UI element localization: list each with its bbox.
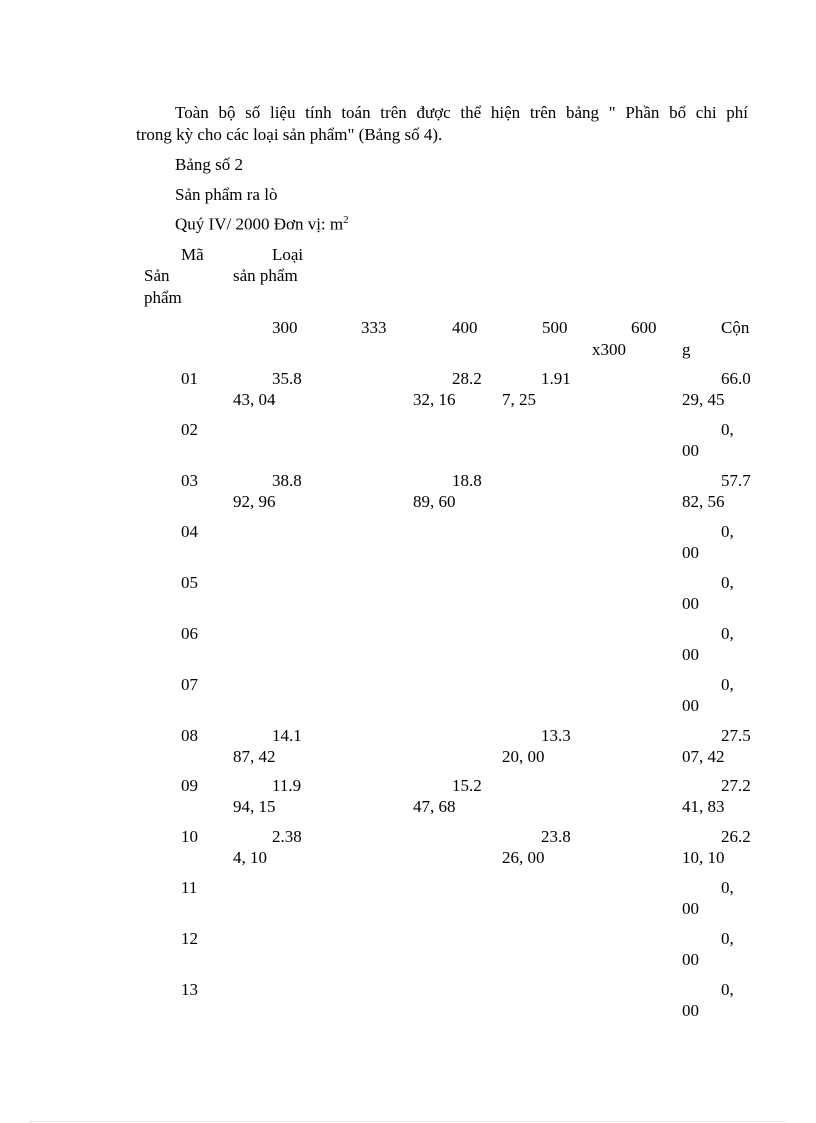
row-code: 04: [181, 522, 198, 541]
row-code: 08: [181, 726, 198, 745]
period-unit-line: [175, 214, 349, 235]
cell-500: 1.91 7, 25: [502, 369, 571, 409]
row-code: 12: [181, 929, 198, 948]
cell-300: 14.1 87, 42: [233, 726, 302, 766]
col-header-300: 300: [272, 318, 298, 337]
cell-total: 27.2 41, 83: [682, 776, 751, 816]
header-pham: phẩm: [144, 288, 182, 307]
row-code: 13: [181, 980, 198, 999]
row-code: 01: [181, 369, 198, 388]
cell-300: 35.8 43, 04: [233, 369, 302, 409]
cell-total: 0, 00: [682, 675, 734, 715]
intro-line-1: Toàn bộ số liệu tính toán trên được thể hiện trên bảng " Phần bổ chi phí: [175, 103, 748, 122]
header-loai: Loại: [272, 245, 304, 264]
cell-total: 0, 00: [682, 929, 734, 969]
cell-total: 0, 00: [682, 522, 734, 562]
cell-400: 15.2 47, 68: [413, 776, 482, 816]
col-header-600: 600: [631, 318, 657, 337]
page-bottom-rule: [30, 1121, 786, 1122]
col-header-333: 333: [361, 318, 387, 337]
cell-total: 0, 00: [682, 878, 734, 918]
cell-total: 27.5 07, 42: [682, 726, 751, 766]
cell-total: 66.0 29, 45: [682, 369, 751, 409]
header-loai-sub: sản phẩm: [233, 266, 298, 285]
header-ma: Mã: [181, 245, 204, 264]
row-code: 05: [181, 573, 198, 592]
col-header-600-sub: x300: [592, 340, 626, 359]
row-code: 09: [181, 776, 198, 795]
unit-superscript: 2: [343, 214, 349, 226]
cell-total: 57.7 82, 56: [682, 471, 751, 511]
intro-paragraph: [136, 102, 748, 146]
cell-total: 0, 00: [682, 420, 734, 460]
cell-400: 18.8 89, 60: [413, 471, 482, 511]
table-title: Bảng số 2: [175, 155, 243, 174]
cell-total: 0, 00: [682, 980, 734, 1020]
col-header-total: Cộn: [721, 318, 750, 337]
cell-total: 0, 00: [682, 624, 734, 664]
col-header-500: 500: [542, 318, 568, 337]
col-header-total-sub: g: [682, 340, 691, 359]
cell-total: 0, 00: [682, 573, 734, 613]
period-text: Quý IV/ 2000 Đơn vị: m: [175, 214, 344, 234]
cell-300: 38.8 92, 96: [233, 471, 302, 511]
table-subtitle: Sản phẩm ra lò: [175, 185, 278, 204]
cell-300: 2.38 4, 10: [233, 827, 302, 867]
row-code: 06: [181, 624, 198, 643]
row-code: 03: [181, 471, 198, 490]
cell-400: 28.2 32, 16: [413, 369, 482, 409]
cell-300: 11.9 94, 15: [233, 776, 302, 816]
cell-500: 13.3 20, 00: [502, 726, 571, 766]
row-code: 02: [181, 420, 198, 439]
intro-line-2: trong kỳ cho các loại sản phẩm" (Bảng số 4).: [136, 125, 443, 144]
cell-total: 26.2 10, 10: [682, 827, 751, 867]
row-code: 10: [181, 827, 198, 846]
row-code: 07: [181, 675, 198, 694]
cell-500: 23.8 26, 00: [502, 827, 571, 867]
col-header-400: 400: [452, 318, 478, 337]
header-san: Sản: [144, 266, 170, 285]
row-code: 11: [181, 878, 198, 897]
